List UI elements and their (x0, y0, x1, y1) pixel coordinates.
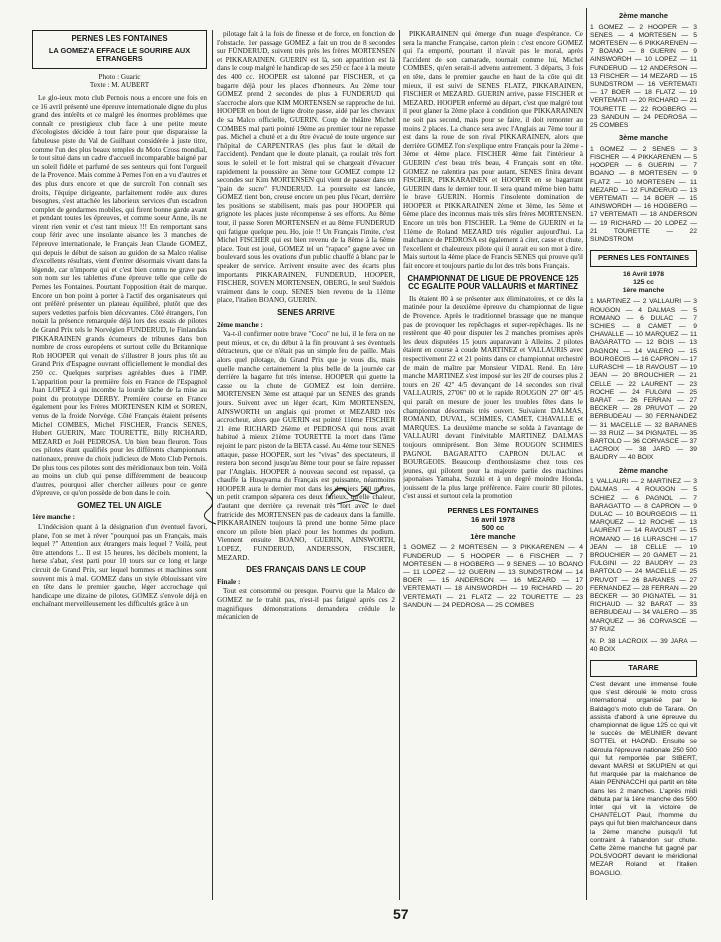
results-heading-3eme-manche: 3ème manche (619, 133, 668, 143)
column-3 (403, 30, 583, 610)
handwritten-scribble-icon (325, 478, 395, 508)
column-2 (217, 30, 395, 623)
subheading-1ere-manche: 1ère manche : (32, 513, 75, 522)
results-note-np: N. P. 38 LACROIX — 39 JARA — 40 BOIX (590, 637, 697, 654)
paragraph-championnat: Ils étaient 80 à se présenter aux éliminatoires, et ce dès la matinée pour la deuxième épreuve du championnat de ligue de Provence. Après le traditionnel brassage que ne manque pas de provoquer les repêchages et super-repêchages. Ils ne restèrent que 40 pour disputer les 2 manches promises après les deux disputées 15 jours auparavant à Alleins. 2 pilotes étaient en course à coude MARTINEZ et VALLAURIS avec respectivement 22 et 21 points dans ce championnat orchestré de main de maître par Monsieur VIDAL René. En 1ère manche MARTINEZ s'est imposé sur les 20' de courses plus 2 tours en 26' 42'' 4/5 devançant de 14 secondes son rival VALLAURIS, 27'06'' 00 et le rapide ROUGON 27' 08'' 4/5 qui paraît en mesure de jouer les troubles fêtes dans le championnat désormais très ouvert. Suivaient DALMAS, ROMAND, DUVAL, SCHMIES, CAMET, CHAVALLE et MARQUES. La deuxième manche se solda à l'avantage de VALLAURI devant l'inévitable MARTINEZ DALMAS toujours omniprésent. Bon 3ème ROUGON SCHMIES PAGNOL BAGARATTO CAPRON DULAC et BOURGEOIS. Beaucoup d'enthousiasme chez tous ces jeunes, qui pilotent pour la majeure partie des machines japonaises Yamaha, Suzuki et à un degré moindre Honda, jouissent de la plus large préférence. Faire courir 80 pilotes, c'est aussi et surtout cela la promotion (403, 294, 583, 501)
column-1 (32, 30, 207, 610)
text-credit: Texte : M. AUBERT (89, 81, 150, 90)
column-4 (590, 8, 697, 882)
results-heading-500cc: PERNES LES FONTAINES 16 avril 1978 500 cc 1ère manche (447, 506, 539, 541)
results-125cc-1ere-manche: 1 MARTINEZ — 2 VALLAURI — 3 ROUGON — 4 DALMAS — 5 ROMANO — 6 DULAC — 7 SCHIES — 8 CAMET — 9 CHAVALLE — 10 MARQUEZ — 11 BAGARATTO — 12 BOIS — 13 PAGNON — 14 VALERO — 15 BOURGEOIS — 16 CAPRON — 17 LURASCHI — 18 RAVOUST — 19 JEAN — 20 BROUCHIER — 21 CELLE — 22 LAURENT — 23 ROCHE — 24 FULGINI — 25 BARAT — 26 FERRAN — 27 BECKER — 28 PRUVOT — 29 BERBUDEAU — 30 FERNANDEZ — 31 MACELLE — 32 BARANES — 33 RUIZ — 34 PIGNATEL — 35 BARTOLO — 36 CORVASCE — 37 LACROIX — 38 JARD — 39 BAUDRY — 40 BOIX (590, 298, 697, 462)
margin-scribble-icon (202, 488, 224, 528)
paragraph-continued: pilotage fait à la fois de finesse et de force, en fonction de l'obstacle. 1er passage GOMEZ a fait un trou de 8 secondes sur FÜNDERUD, suivent très près les frères MORTENSEN et PIKKARAINEN. GUERIN est là, son apparition est là dans le coup malgré le handicap de ses 250 cc face à la meute des 400 cc. HOOPER est talonné par FISCHER, et ça bagarre déjà pour les places d'honneurs. Au 2ème tour GOMEZ prend 2 secondes de plus à FUNDERUD qui s'accroche alors que KIM MORTENSEN se rapproche de lui. HOOPER en bout de ligne droite passe, aidé par les chevaux de sa Malco officielle, GUERIN. Coup de théâtre Michel COMBES mal parti pointé 19ème au premier tour ne repasse pas. Michel a chuté et a du être évacué de toute urgence sur l'hôpital de CARPENTRAS (les plus faut le détail de l'accident). Pendant que le doute planait, ça roulait très fort sous le soleil et le fort mistral qui se chargeait d'évacuer rapidement la poussière au 3ème tour GOMEZ compte 12 secondes sur Kim MORTENSEN qui vient de passer dans un "pain de sucre" FUNDERUD. La poursuite est lancée, GOMEZ tient bon, creuse encore un peu plus l'écart, derrière les positions se stabilisent, mais pas pour HOOPER qui grignote les places juste récompense à ses efforts. Au 8ème tour, il passe Soren MORTENSEN et au 8ème FUNDERUD qui fatigue quelque peu. Ho, joie !! Un Français l'imite, c'est Michel FISCHER qui est bien revenu de la 8ème à la 6ème place. Tout est joué, GOMEZ tel un "rapace" gagne avec un boulevard sous les ovations d'un public chauffé à blanc par le speaker de service. Arrivent ensuite avec des écarts plus importants PIKKARAINEN, FUNDERUD, HOOPER, FISCHER, SOVEN MORTENSEN, OBERG, le seul Suédois vraiment dans le coup. SENES bien revenu de la 11ème place, l'italien BOANO, GUERIN. (217, 30, 395, 305)
intro-paragraph: Le glo-ieux moto club Pernois nous a encore une fois en ce 16 avril présenté une épreuve internationale digne du plus grand des intérêts et ce malgré les énormes problèmes que connaît ce prestigieux club face à une petite meute d'écologistes décidée à tout faire pour que disparaisse la fabuleuse piste du Val de Guilhaut considérée à juste titre, comme l'un des plus beaux temples du Moto Cross mondial, le tout situé dans un cadre d'accueil incomparable baigné par un soleil fidèle et parfumé de ses senteurs qui font l'orgueil de la Provence. Mais comme à Pernes l'on en a vu d'autres et des plus durs encore et que de surcroît l'on connaît ses droits, l'équipe dirigeante, parfaitement rodée aux dures besognes, s'est attachée les laborieux services d'un escadron complet de gendarmes mobiles, qui firent bonne garde avant et pendant toutes les épreuves, et comme soeur Anne, ils ne virent rien venir et c'est tant mieux !!! En remportant sans coup férir avec une insolante aisance les 3 manches de l'épreuve internationale, le Français Jean Claude GOMEZ, qui depuis le début de saison au guidon de sa Malco réalise d'excellents résultats, vient d'entrer désormais vivant dans la légende, car n'importe qui et c'est bien connu ne grave pas son nom sur les tablettes d'une épreuve telle que celle de Pernes les Fontaines. Pourtant l'opposition était de marque. Encore un bon point à porter à l'actif des organisateurs qui ont préféré présenter un plateau équilibré, plutôt que des supers vedettes parfois bien décevantes. Côté étrangers, l'on notait la présence remarquée déjà lors des essais de pilotes de Grand Prix tels le Norvégien FUNDERUD, le Finlandais PIKKARAINEN grands écumeurs de tribunes dans bon nombre de cross européens et surtout celle du Britannique Rob HOOPER qui venait de s'illustrer 8 jours plus tôt au Grand Prix d'Espagne ouvrant officiellement le mondial des 250 cc. Quelques surprises agréables dues à l'IMP. L'apparition pour la première fois en France de l'Espagnol Juan LOPEZ à qui incombe la lourde tâche de la mise au point du prototype DERBY. Première course en France également pour les Frères MORTENSEN KIM et SOREN, venus de la froide Norvège. Côté Français étaient présents Michel COMBES, Michel FISCHER, Francis SENES, Hubert GUERIN, Marc TOURETTE, Billy RICHARD, MEZARD et Joël PEDROSA. Un bien beau fleuron. Tous ces pilotes étant qualifiés pour les différents championnats nationaux, preuve du choix judicieux de Moto Club Pernois. De plus tous ces pilotes sont des méridionaux bon tein. Voilà au moins un club qui pense différemment de beaucoup d'autres, pourquoi aller chercher ailleurs pour ce genre d'épreuve, ce qu'on possède de bon dans le coin. (32, 93, 207, 498)
subheading-finale: Finale : (217, 577, 241, 586)
section-heading-senes: SENES ARRIVE (277, 308, 335, 317)
paragraph-2eme-manche: Va-t-il confirmer notre brave "Coco" ne lui, il le fera on ne peut mieux, et ce, du début à la fin prouvant à ses éventuels détracteurs, que ce n'était pas un simple feu de paille. Mais alors quel pilotage, du Grand Prix que je vous dis, mais quelle manche certainement la plus belle de la journée car derrière la bagarre fut très intense. HOOPER qui guette la casse ou la chute de GOMEZ est loin derrière. MORTENSEN 3ème est attaqué par un SENES des grands jours. Suivent avec un léger écart, Kim MORTENSEN, AINSWORTH un anglais qui promet et MEZARD très accrocheur, alors que GUERIN est pointé 11ème FISCHER 21 ème RICHARD 26ème et PEDROSA qui nous avait habitué à mieux 21ème TOURETTE la mort dans l'âme rejoint le parc piston de la BETA cassé. Au 4ème tour SENES attaque, passe HOOPER, sort les "vivas" des spectateurs, il restera bon second jusqu'au 8ème tour pour se faire repasser par l'Anglais. HOOPER à nouveau second est repassé, ça chauffe la Husqvarna du Français est puissante, néanmoins HOOPER aura le dernier mot dans les derniers 500 mètres, un petit crampon séparera ces deux furieux, qu'elle chaleur, d'autant que derrière ça revenait très fort avec le duel fratricide des MORTENSEN pas de cadeaux dans la famille. PIKKARAINEN toujours là prend une bonne 5ème place encore un pilote bien placé pour les hommes du podium. Viennent ensuite BOANO, GUERIN, AINSWORTH, LOPEZ, FUNDERUD, ANDERSSON, FISCHER, MEZARD. (217, 330, 395, 562)
results-heading-125cc: 16 Avril 1978 125 cc 1ère manche (622, 270, 665, 295)
section-heading-gomez: GOMEZ TEL UN AIGLE (77, 500, 162, 510)
results-heading-2eme-manche: 2ème manche (619, 11, 668, 20)
article-title: PERNES LES FONTAINES (71, 34, 168, 43)
section-heading-francais: DES FRANÇAIS DANS LE COUP (246, 565, 366, 575)
paragraph-tarare: C'est devant une immense foule que s'est déroulé le moto cross international organisé par le Baldago's moto club de Tarare. On assista d'abord à une épreuve du championnat de ligue 125 cc qui vit le succès de MEUNIER devant SOTTEL et HAOND. Ensuite se déroula l'épreuve nationale 250 500 qui fut remportée par SIBERT, devant MARSI et SKUPIEN et qui fut marquée par la malchance de Alain PENNACCHI qui partit en tête dans les 2 manches. L'après midi débuta par la 1ère manche des 500 Inter qui vit la victoire de CHANTELOT Paul, l'homme du pays qui fut bien malchanceux dans la 2ème manche puisqu'il fut contraint à l'abandon sur chute. Cette 2ème manche fut gagné par POLSVOORT devant le méridional MEZAR Roland et l'italien BOAGLIO. (590, 680, 697, 877)
subheading-2eme-manche: 2ème manche : (217, 320, 263, 329)
column-rule-2 (399, 30, 400, 900)
column-rule-1 (212, 30, 213, 900)
article-subtitle: LA GOMEZ'A EFFACE LE SOURIRE AUX ETRANGERS (48, 45, 191, 64)
tarare-box: TARARE (590, 660, 697, 677)
page-number: 57 (393, 906, 409, 922)
results-500cc-2eme-manche: 1 GOMEZ — 2 HOOPER — 3 SENES — 4 MORTESEN — 5 MORTESEN — 6 PIKKARENEN — 7 BOANO — 8 GUERIN — 9 AINSWORDH — 10 LOPEZ — 11 FUNDERUD — 12 ANDERSON — 13 FISCHER — 14 MEZARD — 15 SUNDSTROM — 16 VERTEMATI — 17 BOER — 18 FLATZ — 19 VERTEMATI — 20 RICHARD — 21 TOURETTE — 22 ROGBERG — 23 SANDUN — 24 PEDROSA — 25 COMBES (590, 23, 697, 130)
column-rule-3 (586, 8, 587, 900)
photo-credit: Photo : Guaric (98, 72, 141, 81)
results-125cc-2eme-manche: 1 VALLAURI — 2 MARTINEZ — 3 DALMAS — 4 ROUGON — 5 SCHIEZ — 6 PAGNOL — 7 BARAGATTO — 8 CAPRON — 9 DULAC — 10 BOURGEOIS — 11 MARQUEZ — 12 ROCHE — 13 LAURENT — 14 RAVOUST — 15 ROMANO — 16 LURASCHI — 17 JEAN — 18 CELLE — 19 BROUCHIER — 20 GAMET — 21 FULGINI — 22 BAUDRY — 23 BARTOLO — 24 MACELLE — 25 PRUVOT — 26 BARANES — 27 FERNANDEZ — 28 FERRAN — 29 BECKER — 30 PIGNATEL — 31 RICHAUD — 32 BARAT — 33 BERBUDEAU — 34 VALERO — 35 MARQUEZ — 36 CORVASCE — 37 RUIZ (590, 478, 697, 633)
section-heading-championnat: CHAMPIONNAT DE LIGUE DE PROVENCE 125 CC EGALITE POUR VALLAURIS et MARTINEZ (407, 273, 579, 292)
article-title-box (32, 30, 207, 69)
paragraph-finale-continued: PIKKARAINEN qui émerge d'un nuage d'espérance. Ce sera la manche Française, carton plein : c'est encore GOMEZ qui l'a emporté, pourtant il n'avait pas le moral, après l'accident de son camarade, tournait comme lui, Michel COMBES, qu'en serait-il advenu autrement. 3 départs, 3 fois en tête, dans le premier gauche en haut de la côte qui dit mieux, il est suivi de SENES FLATZ, PIKKARAINEN, FISCHER et MEZARD. GUERIN arrive, passe FISCHER et MEZARD. HOOPER enfermé au départ, c'est que malgré tout il peut glaner la 2ème place à condition que PIKKARAINEN ne soit pas second, mais pour se faire, il doit remonter au moins 2 places. La chance sera avec l'Anglais au 7ème tour il est dans la roue de son rival PIKKARAINEN, alors que derrière GOMEZ l'on s'explique entre Français pour la 2ème - 3ème et 4ème place. FISCHER 4ème fait l'intérieur à GUERIN c'est beau très beau, 4 Français sont en tête. GOMEZ ne ralentira pas pour autant, SENES finira devant FISCHER, PIKKARAINEN et HOOPER en se bagarrant GUERIN dans le dernier tour. Il sera quand même bien battu le brave GUERIN. Hormis l'insolente domination de HOOPER et PIKKARAINEN 2ème et 3ème, les 5ème et 6ème place des inconnus mais très sûrs frères MORTENSEN. Encore un très bon FISCHER. La 9ème de GUERIN et la 11ème de Roland MEZARD très régulier aujourd'hui. La malchance de PEDROSA est également à citer, casse et chute, l'excellent et chaleureux pilote qui il aurait eu son mot à dire. Mais surtout la 4ème place de Francis SENES qui prouve qu'il fait encore et toujours partie du lot des très bons Français. (403, 30, 583, 271)
paragraph-finale: Tout est consommé ou presque. Pourvu que la Malco de GOMEZ ne le trahit pas, n'est-il pas fatigué après ces 2 magnifiques démonstrations demandera crédule le mécanicien de (217, 587, 395, 622)
results-500cc-1ere-manche: 1 GOMEZ — 2 MORTESEN — 3 PIKKARENEN — 4 FUNDERUD — 5 HOOPER — 6 FISCHER — 7 MORTESEN — 8 HOGBERG — 9 SENES — 10 BOANO — 11 LOPEZ — 12 GUERIN — 13 SUNDSTROM — 14 BOER — 15 ANDERSON — 16 MEZARD — 17 VERTEMATI — 18 AINSWORDH — 19 RICHARD — 20 VERTEMATI — 21 FLATZ — 22 TOURETTE — 23 SANDUN — 24 PEDROSA — 25 COMBES (403, 544, 583, 609)
paragraph-1ere-manche: L'indécision quant à la désignation d'un éventuel favori, plane, l'on se met à réver "pourquoi pas un Français, mais lequel ?" Attention aux étrangers mais lequel ? Voilà, peut être attendons !... Il est 15 heures, les décibels montent, la herse s'abat, s'est parti pour 10 tours sur ce long et large circuit de Grand Prix, sur lequel hommes et machines sont souvent mis à mal. GOMEZ dans un style éblouissant vire en tête dans le premier gauche, léger accrochage qui handicape une dizaine de pilotes, GOMEZ s'envole déjà en enchaînant merveilleusement les difficultés grâce à un (32, 523, 207, 609)
results-heading-125cc-2eme-manche: 2ème manche (619, 465, 668, 475)
results-500cc-3eme-manche: 1 GOMEZ — 2 SENES — 3 FISCHER — 4 PIKKARENEN — 5 HOOPER — 6 GUERIN — 7 BOANO — 8 MORTESEN — 9 FLATZ — 10 MORTESEN — 11 MEZARD — 12 FUNDERUD — 13 VERTEMATI — 14 BOER — 15 AINSWORDH — 16 HOGBERG — 17 VERTEMATI — 18 ANDERSON — 19 RICHARD — 20 LOPEZ — 21 TOURETTE — 22 SUNDSTROM (590, 145, 697, 244)
results-box-pernes: PERNES LES FONTAINES (590, 250, 697, 267)
credits (32, 73, 207, 90)
